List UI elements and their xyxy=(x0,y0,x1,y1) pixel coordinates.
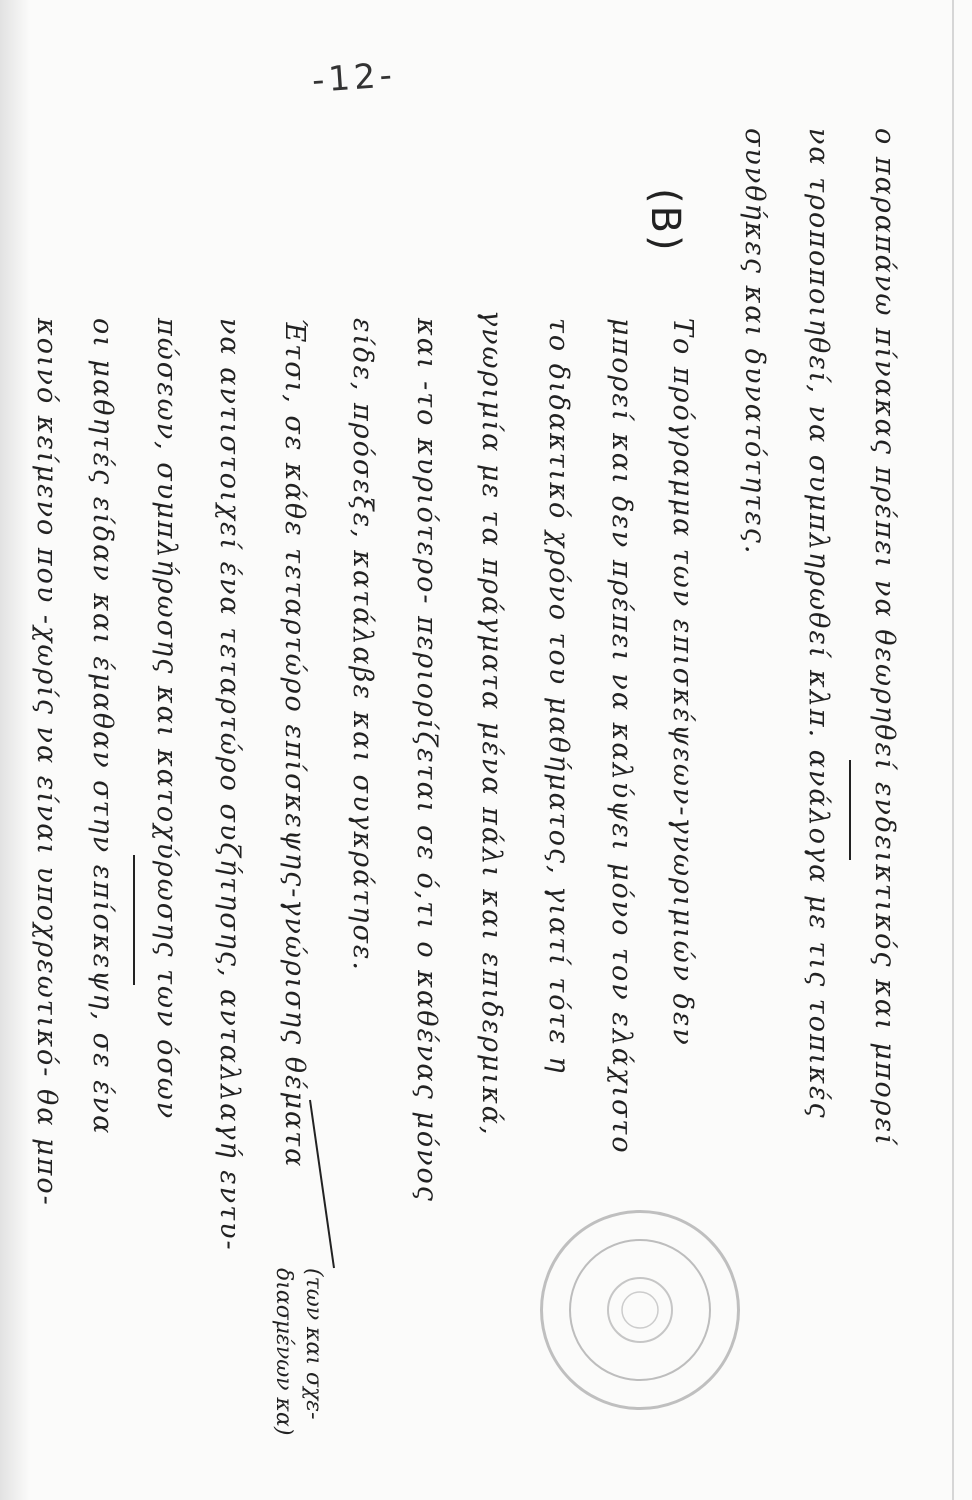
margin-note-line2: διασμένων κα) xyxy=(271,1268,296,1436)
text-line: μπορεί και δεν πρέπει να καλύψει μόνο τον ελάχιστο xyxy=(606,318,637,1155)
text-line: πώσεων, συμπλήρωσης και κατοχύρωσης των όσων xyxy=(151,318,182,1121)
insertion-stroke xyxy=(310,1100,334,1268)
text-line: Το πρόγραμμα των επισκέψεων-γνωριμιών δεν xyxy=(667,318,698,1047)
text-line: να τροποποιηθεί, να συμπληρωθεί κλπ. ανάλογα με τις τοπικές xyxy=(803,128,834,1120)
margin-note-line1: (των και σχε- xyxy=(301,1268,326,1420)
text-line: συνθήκες και δυνατότητες. xyxy=(739,128,770,556)
text-line: κοινό κείμενο που -χωρίς να είναι υποχρεωτικό- θα μπο- xyxy=(31,318,62,1207)
text-line: και -το κυριότερο- περιορίζεται σε ό,τι ο καθένας μόνος xyxy=(411,318,442,1203)
text-line: γνωριμία με τα πράγματα μένα πάλι και επιδερμικά, xyxy=(476,310,507,1137)
section-marker: (B) xyxy=(642,188,688,253)
text-line: ο παραπάνω πίνακας πρέπει να θεωρηθεί ενδεικτικός και μπορεί xyxy=(869,128,900,1147)
page-number: -12- xyxy=(310,55,398,101)
text-line: Έτσι, σε κάθε τεταρτώρο επίσκεψης-γνώρισης θέματα xyxy=(279,318,310,1169)
text-line: είδε, πρόσεξε, κατάλαβε και συγκράτησε. xyxy=(347,318,378,972)
official-stamp xyxy=(540,1210,740,1410)
text-line: το διδακτικό χρόνο του μαθήματος, γιατί τότε η xyxy=(543,318,574,1075)
text-line: οι μαθητές είδαν και έμαθαν στην επίσκεψη, σε ένα xyxy=(87,318,118,1136)
text-line: να αντιστοιχεί ένα τεταρτώρο συζήτησης, ανταλλαγή εντυ- xyxy=(214,318,245,1252)
